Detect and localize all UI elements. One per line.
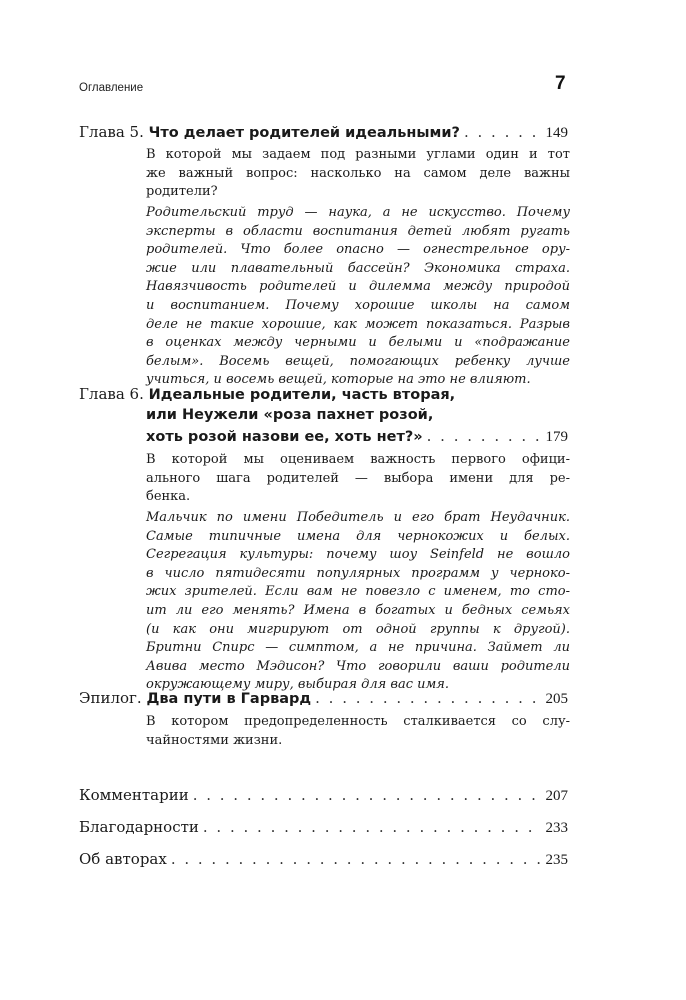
- epilogue-title: Два пути в Гарвард: [146, 691, 312, 707]
- epilogue-label: Эпилог.: [79, 689, 142, 707]
- leader-dots: [315, 688, 541, 708]
- entry-page-number: 207: [545, 788, 568, 804]
- toc-entry-notes[interactable]: [79, 785, 568, 806]
- leader-dots: [464, 122, 542, 142]
- leader-dots: [171, 849, 542, 869]
- chapter-title-line-1: Идеальные родители, часть вторая,: [148, 387, 456, 403]
- chapter-label: Глава 5.: [79, 123, 144, 141]
- chapter-page-number: 179: [545, 429, 568, 445]
- chapter-title-line-2: или Неужели «роза пахнет розой,: [146, 407, 434, 423]
- running-header-section: Оглавление: [79, 82, 144, 94]
- chapter-title: Что делает родителей идеальными?: [148, 125, 460, 141]
- entry-label: Об авторах: [79, 850, 167, 868]
- toc-entry-about-authors[interactable]: [79, 849, 568, 870]
- entry-label: Комментарии: [79, 786, 189, 804]
- chapter-label: Глава 6.: [79, 385, 144, 403]
- toc-entry-chapter-5[interactable]: [79, 122, 568, 143]
- chapter-6-summary: В которой мы оцениваем важность первого офици- ального шага родителей — выбора имени для ре- бенка.: [146, 452, 570, 505]
- chapter-page-number: 149: [545, 125, 568, 141]
- chapter-5-topics: Родительский труд — наука, а не искусство. Почему эксперты в области воспитания детей любят ругать родителей. Что более опасно — огнестрельное ору- жие или плавательный бассейн? Экономика страха. Навязчивость родителей и дилемма между природой и воспитанием. Почему хорошие школы на самом деле не такие хорошие, как может показаться. Разрыв в оценках между черными и белыми и «подражание белым». Восемь вещей, помогающих ребенку лучше учиться, и восемь вещей, которые на это не влияют.: [146, 205, 570, 388]
- entry-page-number: 235: [545, 852, 568, 868]
- chapter-6-topics: Мальчик по имени Победитель и его брат Неудачник. Самые типичные имена для чернокожих и белых. Сегрегация культуры: почему шоу Seinfeld не вошло в число пятидесяти популярных программ у черноко- жих зрителей. Если вам не повезло с именем, то сто- ит ли его менять? Имена в богатых и бедных семьях (и как они мигрируют от одной группы к другой). Бритни Спирс — симптом, а не причина. Займет ли Авива место Мэдисон? Что говорили ваши родители окружающему миру, выбирая для вас имя.: [146, 510, 570, 693]
- toc-entry-acknowledgments[interactable]: [79, 817, 568, 838]
- toc-entry-epilogue[interactable]: [79, 688, 568, 709]
- entry-label: Благодарности: [79, 818, 199, 836]
- epilogue-page-number: 205: [545, 691, 568, 707]
- chapter-5-summary: В которой мы задаем под разными углами один и тот же важный вопрос: насколько на самом деле важны родители?: [146, 147, 570, 200]
- epilogue-summary: В котором предопределенность сталкивается со слу- чайностями жизни.: [146, 714, 570, 748]
- chapter-title-line-3: хоть розой назови ее, хоть нет?»: [146, 429, 423, 445]
- toc-entry-chapter-6[interactable]: [79, 384, 568, 405]
- leader-dots: [203, 817, 542, 837]
- leader-dots: [193, 785, 542, 805]
- chapter-6-title-last-line[interactable]: [146, 426, 568, 447]
- leader-dots: [427, 426, 542, 446]
- entry-page-number: 233: [545, 820, 568, 836]
- page-number: 7: [555, 73, 566, 94]
